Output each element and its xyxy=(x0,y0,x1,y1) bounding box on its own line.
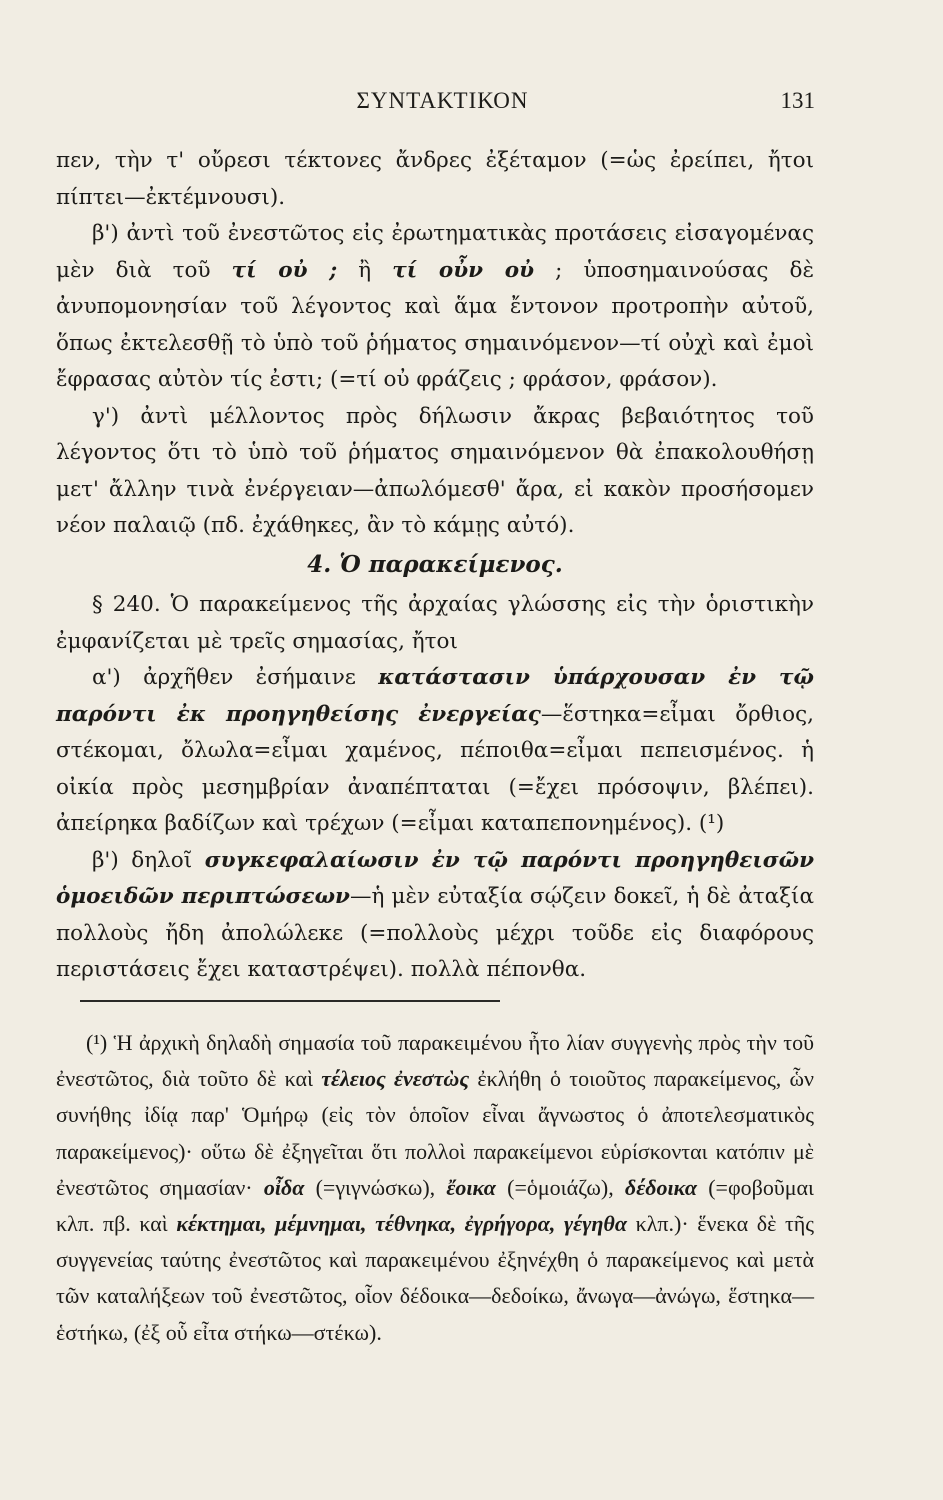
footnote xyxy=(56,1025,814,1351)
footnote-separator xyxy=(80,1000,500,1002)
main-text xyxy=(56,143,814,989)
text-run: Ἡ ἀρχικὴ δηλαδὴ σημασία τοῦ παρακειμένου ἦτο λίαν συγγενὴς πρὸς τὴν τοῦ ἐνεστῶτος, διὰ τοῦτο δὲ καὶ xyxy=(56,1030,814,1092)
page-header xyxy=(70,88,815,124)
paragraph-alpha xyxy=(56,660,814,843)
text-run: β') δηλοῖ xyxy=(92,847,205,873)
text-run: (=ὁμοιάζω), xyxy=(495,1174,625,1200)
emphasis: τί οὐ ; xyxy=(231,257,338,283)
text-run: —ἕστηκα=εἶμαι ὄρθιος, στέκομαι, ὄλωλα=εἶμαι χαμένος, πέποιθα=εἶμαι πεπεισμένος. ἡ οἰκία πρὸς μεσημβρίαν ἀναπέπταται (=ἔχει πρόσοψιν, βλέπει). ἀπείρηκα βαδίζων καὶ τρέχων (=εἶμαι καταπεπονημένος). (¹) xyxy=(56,701,815,836)
page-number: 131 xyxy=(780,88,815,113)
text-run: ἢ xyxy=(337,257,393,283)
text-run: (=γιγνώσκω), xyxy=(304,1174,447,1200)
emphasis: κέκτημαι, μέμνημαι, τέθνηκα, ἐγρήγορα, γέγηθα xyxy=(176,1211,628,1237)
paragraph-continuation: πεν, τὴν τ' οὔρεσι τέκτονες ἄνδρες ἐξέταμον (=ὡς ἐρείπει, ἤτοι πίπτει—ἐκτέμνουσι). xyxy=(56,148,814,210)
section-title: 4. Ὁ παρακείμενος. xyxy=(307,550,563,578)
text-run: —ἡ μὲν εὐταξία σῴζειν δοκεῖ, ἡ δὲ ἀταξία πολλοὺς ἤδη ἀπολώλεκε (=πολλοὺς μέχρι τοῦδε εἰς διαφόρους περιστάσεις ἔχει καταστρέψει). πολλὰ πέπονθα. xyxy=(56,884,814,982)
text-run: (=φοβοῦμαι κλπ. πβ. καὶ xyxy=(56,1174,814,1237)
paragraph-beta xyxy=(56,216,814,399)
emphasis: δέδοικα xyxy=(624,1174,698,1200)
text-run: α') ἀρχῆθεν ἐσήμαινε xyxy=(92,665,379,690)
footnote-paragraph xyxy=(56,1025,814,1351)
running-head: ΣΥΝΤΑΚΤΙΚΟΝ xyxy=(356,88,529,113)
emphasis: τί οὖν οὐ xyxy=(392,257,535,283)
emphasis: κατάστασιν ὑπάρχουσαν ἐν τῷ παρόντι ἐκ προηγηθείσης ἐνεργείας xyxy=(56,665,814,727)
paragraph-gamma: γ') ἀντὶ μέλλοντος πρὸς δήλωσιν ἄκρας βεβαιότητος τοῦ λέγοντος ὅτι τὸ ὑπὸ τοῦ ῥήματος σημαινόμενον θὰ ἐπακολουθήσῃ μετ' ἄλλην τινὰ ἐνέργειαν—ἀπωλόμεσθ' ἄρα, εἰ κακὸν προσήσομεν νέον παλαιῷ (πδ. ἐχάθηκες, ἂν τὸ κάμῃς αὐτό). xyxy=(56,403,814,538)
emphasis: τέλειος ἐνεστὼς xyxy=(321,1066,470,1092)
emphasis: ἔοικα xyxy=(446,1174,496,1200)
emphasis: συγκεφαλαίωσιν ἐν τῷ παρόντι προηγηθεισῶν ὁμοειδῶν περιπτώσεων xyxy=(56,847,814,909)
paragraph-240: § 240. Ὁ παρακείμενος τῆς ἀρχαίας γλώσσης εἰς τὴν ὁριστικὴν ἐμφανίζεται μὲ τρεῖς σημασίας, ἤτοι xyxy=(56,592,814,654)
text-run: ἐκλήθη ὁ τοιοῦτος παρακείμενος, ὧν συνήθης ἰδίᾳ παρ' Ὁμήρῳ (εἰς τὸν ὁποῖον εἶναι ἄγνωστος ὁ ἀποτελεσματικὸς παρακείμενος)· οὕτω δὲ ἐξηγεῖται ὅτι πολλοὶ παρακείμενοι εὑρίσκονται κατόπιν μὲ ἐνεστῶτος σημασίαν· xyxy=(56,1066,814,1200)
text-run: β') ἀντὶ τοῦ ἐνεστῶτος εἰς ἐρωτηματικὰς προτάσεις εἰσαγομένας μὲν διὰ τοῦ xyxy=(56,221,814,283)
text-run: ; ὑποσημαινούσας δὲ ἀνυπομονησίαν τοῦ λέγοντος καὶ ἅμα ἔντονον προτροπὴν αὐτοῦ, ὅπως ἐκτελεσθῇ τὸ ὑπὸ τοῦ ῥήματος σημαινόμενον—τί οὐχὶ καὶ ἐμοὶ ἔφρασας αὐτὸν τίς ἐστι; (=τί οὐ φράζεις ; φράσον, φράσον). xyxy=(56,257,814,392)
emphasis: οἶδα xyxy=(263,1174,305,1200)
text-run: κλπ.)· ἕνεκα δὲ τῆς συγγενείας ταύτης ἐνεστῶτος καὶ παρακειμένου ἐξηνέχθη ὁ παρακείμενος καὶ μετὰ τῶν καταλήξεων τοῦ ἐνεστῶτος, οἷον δέδοικα—δεδοίκω, ἄνωγα—ἀνώγω, ἕστηκα—ἑστήκω, (ἐξ οὗ εἶτα στήκω—στέκω). xyxy=(56,1211,814,1345)
footnote-marker: (¹) xyxy=(86,1030,108,1055)
paragraph-beta-2 xyxy=(56,843,814,989)
